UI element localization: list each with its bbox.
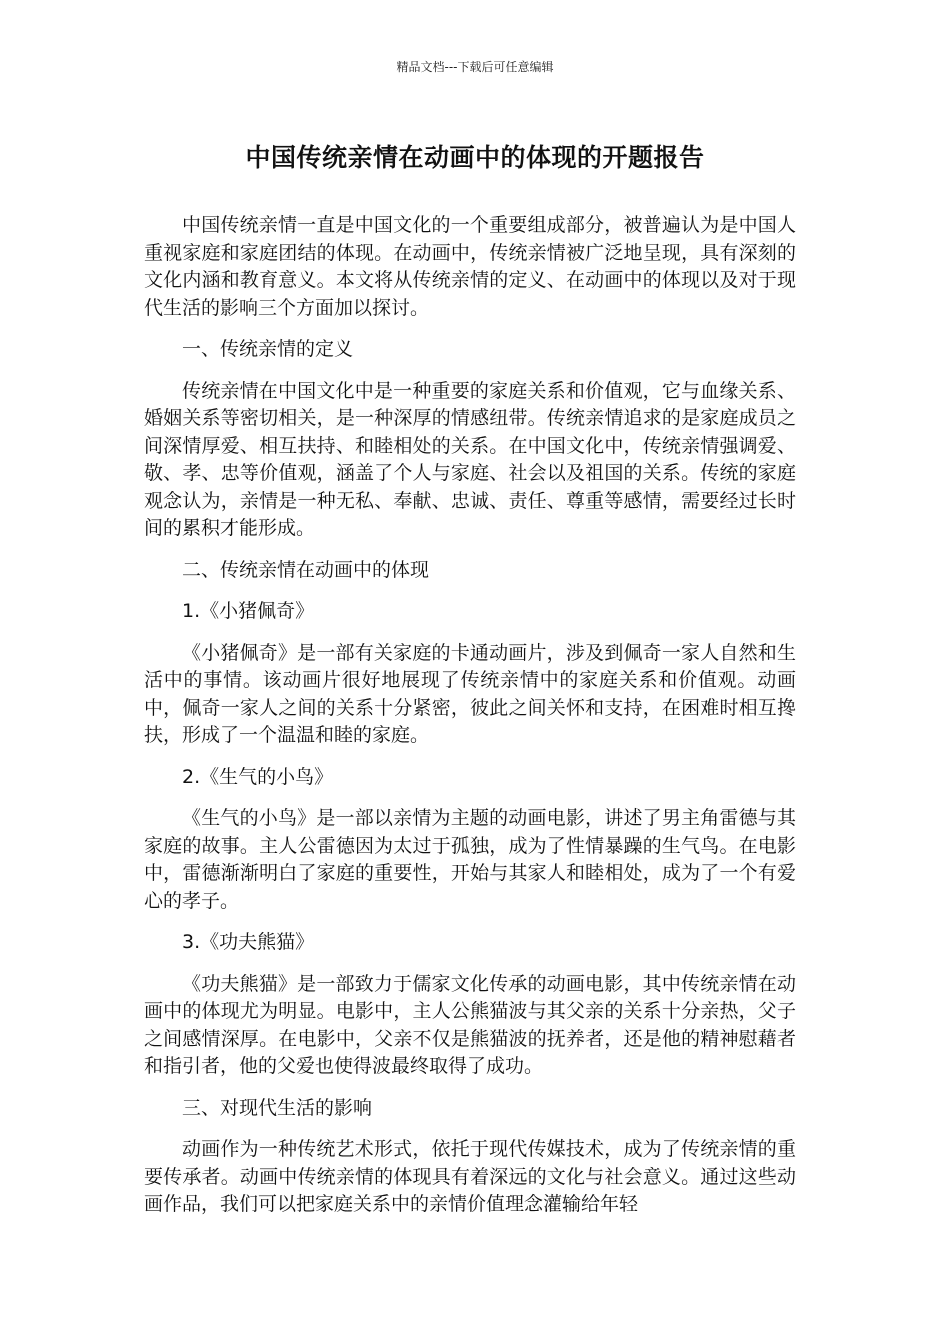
- document-title: 中国传统亲情在动画中的体现的开题报告: [245, 143, 705, 172]
- item-3-paragraph: 《功夫熊猫》是一部致力于儒家文化传承的动画电影，其中传统亲情在动画中的体现尤为明显。电影中，主人公熊猫波与其父亲的关系十分亲热，父子之间感情深厚。在电影中，父亲不仅是熊猫波的抚养者，还是他的精神慰藉者和指引者，他的父爱也使得波最终取得了成功。: [144, 972, 796, 1077]
- document-body: [144, 212, 796, 1233]
- item-2-heading: 2.《生气的小鸟》: [182, 765, 334, 788]
- item-3-heading: 3.《功夫熊猫》: [182, 931, 315, 953]
- intro-paragraph: 中国传统亲情一直是中国文化的一个重要组成部分，被普遍认为是中国人重视家庭和家庭团结的体现。在动画中，传统亲情被广泛地呈现，具有深刻的文化内涵和教育意义。本文将从传统亲情的定义、在动画中的体现以及对于现代生活的影响三个方面加以探讨。: [144, 214, 796, 319]
- section-3-paragraph: 动画作为一种传统艺术形式，依托于现代传媒技术，成为了传统亲情的重要传承者。动画中传统亲情的体现具有着深远的文化与社会意义。通过这些动画作品，我们可以把家庭关系中的亲情价值理念灌输给年轻: [144, 1138, 796, 1215]
- item-2-paragraph: 《生气的小鸟》是一部以亲情为主题的动画电影，讲述了男主角雷德与其家庭的故事。主人公雷德因为太过于孤独，成为了性情暴躁的生气鸟。在电影中，雷德渐渐明白了家庭的重要性，开始与其家人和睦相处，成为了一个有爱心的孝子。: [144, 807, 796, 912]
- section-2-heading: 二、传统亲情在动画中的体现: [182, 558, 430, 581]
- item-1-heading: 1.《小猪佩奇》: [182, 600, 315, 622]
- section-1-heading: 一、传统亲情的定义: [182, 338, 354, 360]
- item-1-paragraph: 《小猪佩奇》是一部有关家庭的卡通动画片，涉及到佩奇一家人自然和生活中的事情。该动画片很好地展现了传统亲情中的家庭关系和价值观。动画中，佩奇一家人之间的关系十分紧密，彼此之间关怀和支持，在困难时相互搀扶，形成了一个温温和睦的家庭。: [144, 641, 796, 746]
- section-3-heading: 三、对现代生活的影响: [182, 1096, 373, 1119]
- section-1-paragraph: 传统亲情在中国文化中是一种重要的家庭关系和价值观，它与血缘关系、婚姻关系等密切相关，是一种深厚的情感纽带。传统亲情追求的是家庭成员之间深情厚爱、相互扶持、和睦相处的关系。在中国文化中，传统亲情强调爱、敬、孝、忠等价值观，涵盖了个人与家庭、社会以及祖国的关系。传统的家庭观念认为，亲情是一种无私、奉献、忠诚、责任、尊重等感情，需要经过长时间的累积才能形成。: [144, 379, 796, 539]
- page-header: 精品文档---下载后可任意编辑: [396, 60, 554, 74]
